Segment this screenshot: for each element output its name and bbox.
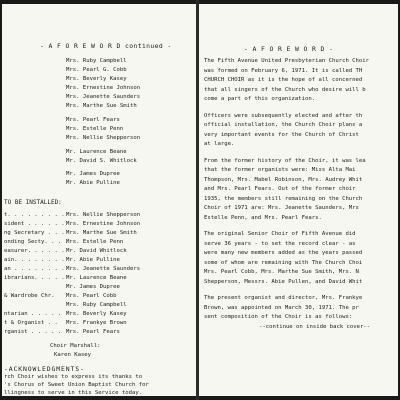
officer-name: Mrs. Pearl Cobb (66, 293, 117, 299)
member-name: Mrs. Estelle Penn (66, 126, 124, 132)
member-name: Mr. David S. Whitlock (66, 158, 137, 164)
officer-title: onding Secty. . . . (4, 239, 68, 245)
foreword-line: come a part of this organization. (204, 96, 316, 102)
foreword-line: Mrs. Pearl Cobb, Mrs. Marthe Sue Smith, Mrs. N (204, 269, 359, 275)
officer-name: Mr. David Whitlock (66, 248, 127, 254)
member-name: Mrs. Marthe Sue Smith (66, 103, 137, 109)
member-name: Mrs. Ernestine Johnson (66, 85, 141, 91)
officer-title: an . . . . . . . . (4, 266, 65, 272)
officer-title: & Wardrobe Chr. (4, 293, 55, 299)
officer-title: ng Secretary . . . (4, 230, 65, 236)
officer-title: ain. . . . . . . . (4, 257, 65, 263)
member-name: Mrs. Ruby Campbell (66, 58, 127, 64)
foreword-line: The original Senior Choir of Fifth Avenue did (204, 231, 356, 237)
officer-name: Mrs. Ernestine Johnson (66, 221, 141, 227)
officer-title: ibrarians. . . . . (4, 275, 65, 281)
member-name: Mr. Abie Pulline (66, 180, 120, 186)
officer-title: rganist . . . . . (4, 329, 62, 335)
officer-name: Mrs. Beverly Kasey (66, 311, 127, 317)
officer-title: sident . . . . . . (4, 221, 65, 227)
left-page (2, 4, 196, 396)
foreword-line: that the former organists were: Miss Alta Mai (204, 167, 356, 173)
marshal-name: Karen Kasey (54, 352, 92, 358)
officer-title: easurer. . . . . . (4, 248, 65, 254)
foreword-line: Thompson, Mrs. Mabel Robinson, Mrs. Audrey Whit (204, 176, 363, 183)
foreword-line: was formed on February 6, 1971. It is called TH (204, 67, 363, 74)
officer-name: Mrs. Frankye Brown (66, 320, 127, 326)
foreword-line: CHURCH CHOIR as it is the hope of all concerned (204, 77, 363, 83)
officer-name: Mr. Laurence Beane (66, 275, 127, 281)
officer-name: Mrs. Nellie Shepperson (66, 212, 141, 218)
foreword-line: sent composition of the Choir is as follows: (204, 314, 353, 320)
officer-title: t & Organist . . (4, 320, 58, 326)
foreword-line: From the former history of the Choir, it was lea (204, 157, 366, 164)
acknowledgments-heading: -ACKNOWLEDGMENTS- (4, 365, 85, 373)
officer-name: Mrs. Pearl Fears (66, 329, 120, 335)
ack-line: llingness to serve in this Service today. (4, 390, 143, 396)
foreword-line: Officers were subsequently elected and after th (204, 112, 363, 119)
marshal-label: Choir Marshall: (50, 343, 101, 349)
officer-name: Mrs. Jeanette Saunders (66, 266, 141, 272)
ack-line: rch Choir wishes to express its thanks to (4, 374, 143, 380)
foreword-line: and Mrs. Pearl Fears. Out of the former choir (204, 186, 356, 192)
member-name: Mrs. Nellie Shepperson (66, 135, 141, 141)
member-name: Mrs. Pearl G. Cobb (66, 67, 127, 73)
member-name: Mr. James Dupree (66, 171, 120, 177)
foreword-line: serve 36 years - to set the record clear - as (204, 240, 356, 247)
foreword-line: Shepperson, Messrs. Abie Pullen, and David Whit (204, 278, 363, 285)
foreword-line: --continue on inside back cover-- (259, 323, 371, 330)
foreword-line: Estelle Penn, and Mrs. Pearl Fears. (204, 214, 322, 221)
member-name: Mrs. Jeanette Saunders (66, 94, 141, 100)
officer-title: ntarian . . . . . (4, 311, 62, 317)
installed-heading: TO BE INSTALLED: (4, 199, 62, 206)
foreword-line: that all singers of the Church who desire will b (204, 86, 366, 93)
officer-name: Mr. Abie Pulline (66, 257, 120, 263)
foreword-line: were many new members added as the years passed (204, 250, 363, 256)
foreword-line: The present organist and director, Mrs. Frankye (204, 295, 363, 301)
officer-name: Mrs. Ruby Campbell (66, 302, 127, 308)
member-name: Mr. Laurence Beane (66, 149, 127, 155)
foreword-line: Choir of 1971 are: Mrs. Jeanette Saunders, Mrs (204, 205, 359, 211)
member-name: Mrs. Pearl Fears (66, 117, 120, 123)
officer-name: Mr. James Dupree (66, 284, 120, 290)
officer-title: t. . . . . . . . . (4, 212, 65, 218)
foreword-line: The Fifth Avenue United Presbyterian Church Choir (204, 58, 370, 64)
member-name: Mrs. Beverly Kasey (66, 76, 127, 82)
foreword-line: at large. (204, 141, 235, 147)
foreword-line: Brown, was appointed on March 30, 1971. The pr (204, 304, 359, 311)
left-page-heading: - A F O R E W O R D continued - (40, 42, 172, 50)
officer-name: Mrs. Marthe Sue Smith (66, 230, 137, 236)
foreword-line: very important events for the Church of Christ (204, 131, 359, 138)
officer-name: Mrs. Estelle Penn (66, 239, 124, 245)
right-page-heading: - A F O R E W O R D - (244, 45, 334, 53)
ack-line: 's Chorus of Sweet Union Baptist Church for (4, 382, 149, 388)
foreword-line: 1935, the members still remaining on the Church (204, 195, 363, 202)
right-page (199, 4, 398, 396)
foreword-line: some of whom are remaining with The Church Choi (204, 259, 363, 266)
foreword-line: official installation, the Church Choir plans a (204, 122, 363, 128)
